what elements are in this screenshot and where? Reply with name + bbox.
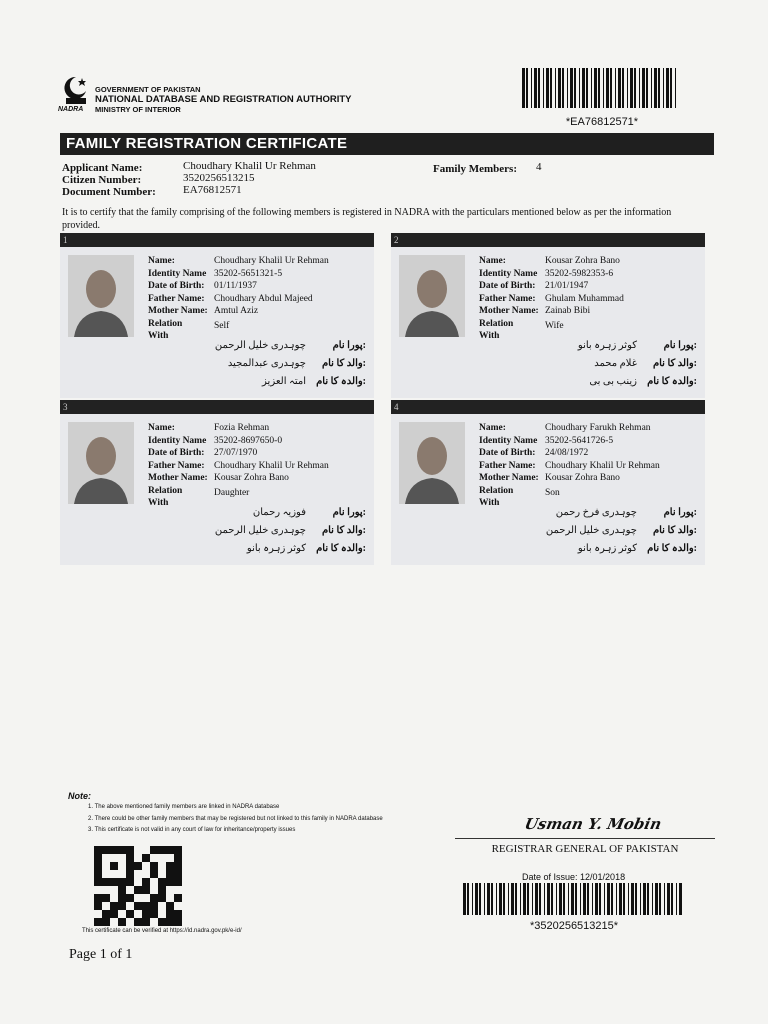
- member-relation: Self: [214, 320, 230, 331]
- member-father: Choudhary Abdul Majeed: [214, 293, 313, 304]
- qr-module: [166, 870, 174, 878]
- father-label: Father Name:: [148, 293, 205, 304]
- qr-module: [118, 878, 126, 886]
- qr-module: [142, 902, 150, 910]
- qr-module: [158, 870, 166, 878]
- member-number: [60, 400, 374, 414]
- qr-module: [142, 846, 150, 854]
- qr-module: [110, 878, 118, 886]
- qr-module: [134, 894, 142, 902]
- qr-module: [94, 910, 102, 918]
- verify-text: This certificate can be verified at https://id.nadra.gov.pk/e-id/: [82, 928, 242, 934]
- member-card: [391, 400, 705, 565]
- citizen-number: 3520256513215: [183, 172, 255, 184]
- qr-module: [174, 918, 182, 926]
- qr-module: [134, 846, 142, 854]
- qr-module: [102, 854, 110, 862]
- member-dob: 21/01/1947: [545, 281, 589, 291]
- qr-module: [134, 854, 142, 862]
- member-relation: Wife: [545, 320, 564, 331]
- gov-line-2: NATIONAL DATABASE AND REGISTRATION AUTHORITY: [95, 94, 352, 105]
- page-number: Page 1 of 1: [69, 947, 133, 962]
- qr-module: [150, 894, 158, 902]
- qr-module: [110, 918, 118, 926]
- member-number-text: 2: [394, 235, 399, 245]
- qr-module: [158, 854, 166, 862]
- note-section: [68, 791, 383, 837]
- qr-module: [110, 894, 118, 902]
- member-photo: [399, 255, 465, 337]
- mother-label: Mother Name:: [148, 306, 208, 316]
- qr-module: [174, 886, 182, 894]
- member-mother: Kousar Zohra Bano: [214, 473, 289, 483]
- urdu-label: :پورا نام: [332, 507, 366, 518]
- qr-module: [158, 862, 166, 870]
- qr-module: [102, 902, 110, 910]
- qr-module: [118, 846, 126, 854]
- note-item: 2. There could be other family members that may be registered but not linked to this family in NADRA database: [88, 815, 383, 822]
- member-relation: Daughter: [214, 487, 250, 498]
- qr-module: [118, 894, 126, 902]
- qr-module: [118, 870, 126, 878]
- qr-module: [126, 894, 134, 902]
- qr-module: [94, 886, 102, 894]
- mother-label: Mother Name:: [479, 306, 539, 316]
- person-photo-icon: [399, 422, 465, 504]
- qr-module: [150, 918, 158, 926]
- qr-module: [94, 854, 102, 862]
- member-card: [60, 400, 374, 565]
- qr-module: [110, 902, 118, 910]
- qr-module: [126, 846, 134, 854]
- qr-module: [102, 846, 110, 854]
- relation-label-text: Relation: [148, 485, 183, 496]
- qr-module: [158, 878, 166, 886]
- government-header: [95, 85, 352, 115]
- applicant-name: Choudhary Khalil Ur Rehman: [183, 160, 316, 172]
- qr-module: [142, 870, 150, 878]
- member-dob: 27/07/1970: [214, 448, 258, 458]
- qr-module: [142, 886, 150, 894]
- member-name: Choudhary Farukh Rehman: [545, 423, 651, 433]
- qr-module: [142, 910, 150, 918]
- qr-module: [94, 862, 102, 870]
- qr-module: [102, 878, 110, 886]
- member-photo: [68, 255, 134, 337]
- qr-module: [174, 870, 182, 878]
- member-photo: [68, 422, 134, 504]
- document-number-label: Document Number:: [62, 186, 156, 198]
- bottom-barcode-text: *3520256513215*: [529, 920, 619, 932]
- qr-module: [102, 870, 110, 878]
- qr-module: [110, 910, 118, 918]
- dob-label: Date of Birth:: [148, 281, 205, 291]
- dob-label: Date of Birth:: [148, 448, 205, 458]
- member-photo: [399, 422, 465, 504]
- urdu-value: چوہدری خلیل الرحمن: [214, 340, 306, 351]
- relation-label-text: Relation: [479, 485, 514, 496]
- urdu-label: :پورا نام: [663, 507, 697, 518]
- qr-module: [126, 870, 134, 878]
- person-photo-icon: [399, 255, 465, 337]
- identity-label: Identity Name: [148, 435, 207, 446]
- qr-module: [134, 886, 142, 894]
- person-photo-icon: [68, 255, 134, 337]
- qr-module: [174, 846, 182, 854]
- member-number: [60, 233, 374, 247]
- qr-module: [102, 886, 110, 894]
- qr-module: [110, 862, 118, 870]
- identity-label: Identity Name: [148, 268, 207, 279]
- qr-module: [126, 862, 134, 870]
- member-dob: 01/11/1937: [214, 281, 257, 291]
- qr-module: [166, 886, 174, 894]
- qr-module: [158, 886, 166, 894]
- member-number: [391, 233, 705, 247]
- qr-module: [102, 910, 110, 918]
- top-barcode-bars: [522, 68, 682, 108]
- urdu-label: :والدہ کا نام: [316, 543, 366, 554]
- father-label: Father Name:: [148, 460, 205, 471]
- qr-module: [158, 894, 166, 902]
- qr-module: [118, 910, 126, 918]
- qr-module: [126, 918, 134, 926]
- qr-module: [150, 878, 158, 886]
- qr-module: [174, 894, 182, 902]
- dob-label: Date of Birth:: [479, 281, 536, 291]
- urdu-label: :والد کا نام: [321, 358, 366, 369]
- member-identity: 35202-5651321-5: [214, 268, 283, 279]
- urdu-value: امتہ العزیز: [262, 376, 306, 387]
- qr-module: [94, 918, 102, 926]
- urdu-label: :والد کا نام: [652, 358, 697, 369]
- qr-module: [166, 862, 174, 870]
- relation-label-text: Relation: [479, 318, 514, 329]
- qr-module: [150, 886, 158, 894]
- member-name: Fozia Rehman: [214, 423, 270, 433]
- qr-module: [110, 846, 118, 854]
- urdu-value: چوہدری خلیل الرحمن: [545, 525, 637, 536]
- qr-module: [158, 918, 166, 926]
- qr-module: [174, 862, 182, 870]
- qr-module: [158, 902, 166, 910]
- qr-module: [166, 902, 174, 910]
- qr-module: [118, 902, 126, 910]
- family-members-label: Family Members:: [433, 163, 517, 175]
- qr-module: [94, 902, 102, 910]
- member-relation: Son: [545, 487, 560, 498]
- mother-label: Mother Name:: [148, 473, 208, 483]
- citizen-number-label: Citizen Number:: [62, 174, 142, 186]
- urdu-label: :والدہ کا نام: [647, 543, 697, 554]
- member-number-text: 4: [394, 402, 399, 412]
- qr-module: [142, 854, 150, 862]
- qr-module: [134, 862, 142, 870]
- bottom-barcode-bars: [463, 883, 685, 915]
- signature-line: [455, 838, 715, 839]
- with-label-text: With: [479, 331, 500, 341]
- qr-module: [118, 862, 126, 870]
- person-photo-icon: [68, 422, 134, 504]
- gov-line-1: GOVERNMENT OF PAKISTAN: [95, 85, 201, 94]
- certify-text: It is to certify that the family comprising of the following members is registered in NADRA with the particulars mentioned below as per the information provided.: [62, 207, 672, 231]
- qr-module: [118, 886, 126, 894]
- gov-line-3: MINISTRY OF INTERIOR: [95, 105, 181, 114]
- qr-module: [110, 870, 118, 878]
- member-father: Choudhary Khalil Ur Rehman: [545, 460, 660, 471]
- name-label: Name:: [479, 256, 506, 266]
- member-dob: 24/08/1972: [545, 448, 589, 458]
- qr-code: [94, 846, 182, 926]
- qr-module: [150, 862, 158, 870]
- qr-module: [126, 886, 134, 894]
- registrar-title: REGISTRAR GENERAL OF PAKISTAN: [491, 843, 679, 855]
- note-title: Note:: [68, 791, 91, 801]
- qr-module: [166, 854, 174, 862]
- qr-module: [94, 894, 102, 902]
- qr-module: [150, 854, 158, 862]
- relation-label-text: Relation: [148, 318, 183, 329]
- top-barcode: [522, 68, 682, 108]
- qr-module: [102, 894, 110, 902]
- qr-module: [174, 854, 182, 862]
- qr-module: [142, 878, 150, 886]
- qr-module: [166, 894, 174, 902]
- urdu-value: چوہدری خلیل الرحمن: [214, 525, 306, 536]
- qr-module: [94, 870, 102, 878]
- qr-module: [94, 878, 102, 886]
- nadra-logo: [60, 74, 92, 116]
- urdu-label: :پورا نام: [663, 340, 697, 351]
- qr-module: [110, 854, 118, 862]
- bottom-barcode: [463, 883, 685, 915]
- qr-module: [134, 910, 142, 918]
- qr-module: [174, 902, 182, 910]
- father-label: Father Name:: [479, 460, 536, 471]
- urdu-label: :والد کا نام: [321, 525, 366, 536]
- qr-module: [174, 878, 182, 886]
- identity-label: Identity Name: [479, 435, 538, 446]
- urdu-label: :پورا نام: [332, 340, 366, 351]
- qr-module: [134, 918, 142, 926]
- qr-module: [150, 902, 158, 910]
- qr-module: [174, 910, 182, 918]
- qr-module: [134, 878, 142, 886]
- member-number-text: 1: [63, 235, 68, 245]
- qr-module: [102, 918, 110, 926]
- name-label: Name:: [479, 423, 506, 433]
- qr-module: [118, 854, 126, 862]
- qr-module: [118, 918, 126, 926]
- qr-module: [150, 870, 158, 878]
- urdu-label: :والد کا نام: [652, 525, 697, 536]
- qr-module: [134, 902, 142, 910]
- qr-module: [142, 918, 150, 926]
- qr-module: [126, 878, 134, 886]
- qr-module: [126, 854, 134, 862]
- member-mother: Kousar Zohra Bano: [545, 473, 620, 483]
- name-label: Name:: [148, 256, 175, 266]
- applicant-name-label: Applicant Name:: [62, 162, 143, 174]
- member-number: [391, 400, 705, 414]
- father-label: Father Name:: [479, 293, 536, 304]
- qr-module: [94, 846, 102, 854]
- logo-text: NADRA: [58, 106, 84, 113]
- with-label-text: With: [148, 498, 169, 508]
- qr-module: [142, 862, 150, 870]
- qr-module: [126, 902, 134, 910]
- qr-module: [150, 910, 158, 918]
- top-barcode-text: *EA76812571*: [565, 116, 639, 128]
- member-number-text: 3: [63, 402, 68, 412]
- member-identity: 35202-5982353-6: [545, 268, 614, 279]
- note-item: 3. This certificate is not valid in any court of law for inheritance/property issues: [88, 827, 296, 833]
- issue-date: Date of Issue: 12/01/2018: [522, 872, 626, 882]
- with-label-text: With: [148, 331, 169, 341]
- mother-label: Mother Name:: [479, 473, 539, 483]
- qr-module: [150, 846, 158, 854]
- document-number: EA76812571: [183, 184, 242, 196]
- qr-module: [158, 910, 166, 918]
- member-name: Choudhary Khalil Ur Rehman: [214, 256, 329, 266]
- urdu-value: زینب بی بی: [589, 376, 637, 387]
- qr-module: [166, 878, 174, 886]
- identity-label: Identity Name: [479, 268, 538, 279]
- member-name: Kousar Zohra Bano: [545, 256, 620, 266]
- certificate-title-bar: [60, 133, 714, 155]
- qr-module: [158, 846, 166, 854]
- urdu-value: غلام محمد: [594, 358, 637, 369]
- member-father: Choudhary Khalil Ur Rehman: [214, 460, 329, 471]
- qr-module: [142, 894, 150, 902]
- family-members-count: 4: [536, 161, 542, 173]
- member-identity: 35202-5641726-5: [545, 435, 614, 446]
- member-identity: 35202-8697650-0: [214, 435, 283, 446]
- qr-module: [102, 862, 110, 870]
- qr-module: [134, 870, 142, 878]
- urdu-value: کوثر زہرہ بانو: [577, 340, 637, 351]
- member-card: [60, 233, 374, 398]
- member-mother: Amtul Aziz: [214, 306, 259, 316]
- member-card: [391, 233, 705, 398]
- urdu-label: :والدہ کا نام: [647, 376, 697, 387]
- note-item: 1. The above mentioned family members are linked in NADRA database: [88, 804, 280, 810]
- urdu-value: چوہدری عبدالمجید: [227, 358, 306, 369]
- urdu-value: کوثر زہرہ بانو: [246, 543, 306, 554]
- member-father: Ghulam Muhammad: [545, 293, 624, 304]
- name-label: Name:: [148, 423, 175, 433]
- qr-module: [166, 910, 174, 918]
- signature: Usman Y. Mobin: [523, 815, 664, 833]
- qr-module: [166, 846, 174, 854]
- urdu-value: چوہدری فرخ رحمن: [555, 507, 637, 518]
- urdu-value: کوثر زہرہ بانو: [577, 543, 637, 554]
- qr-module: [166, 918, 174, 926]
- qr-module: [126, 910, 134, 918]
- member-mother: Zainab Bibi: [545, 306, 591, 316]
- qr-module: [110, 886, 118, 894]
- with-label-text: With: [479, 498, 500, 508]
- urdu-label: :والدہ کا نام: [316, 376, 366, 387]
- urdu-value: فوزیہ رحمان: [252, 507, 306, 518]
- certificate-title: FAMILY REGISTRATION CERTIFICATE: [66, 135, 348, 152]
- dob-label: Date of Birth:: [479, 448, 536, 458]
